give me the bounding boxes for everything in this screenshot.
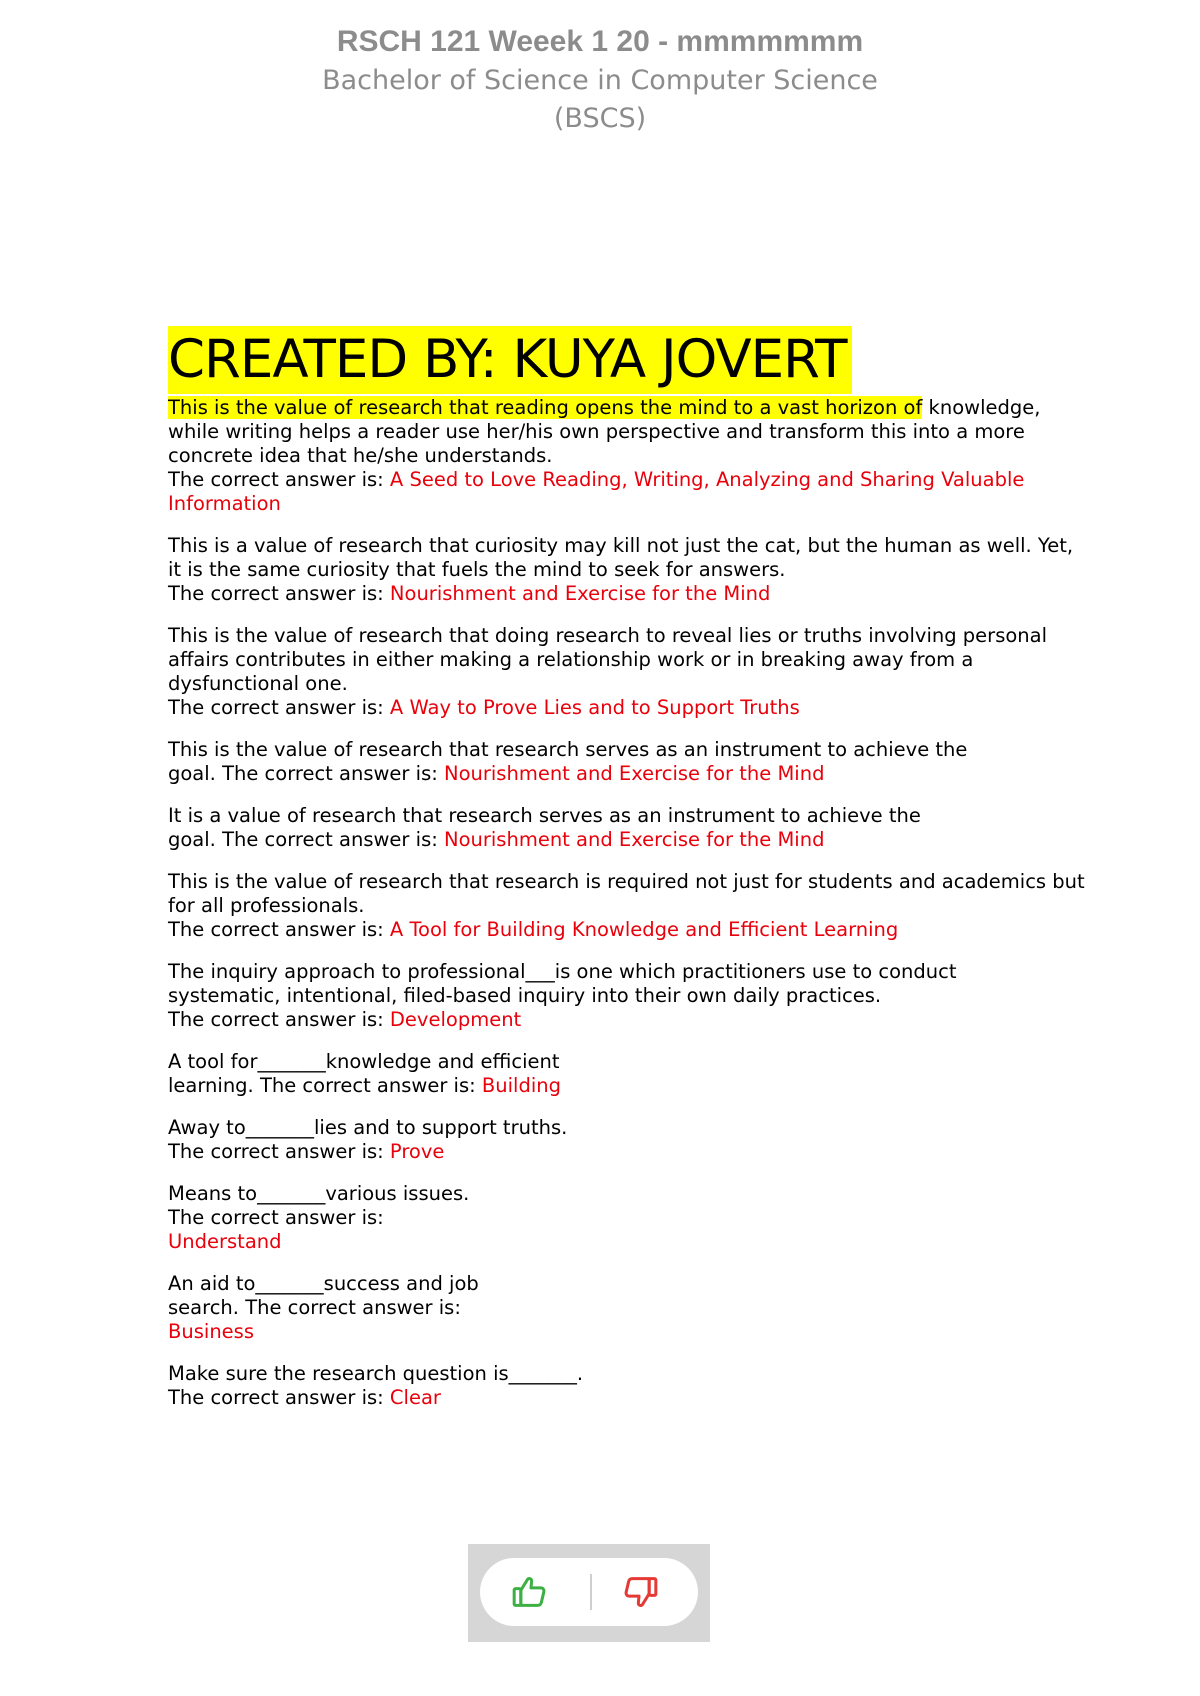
question-highlighted-text: This is the value of research that reading opens the mind to a vast horizon of: [168, 396, 923, 419]
document-content: [168, 326, 1088, 1428]
qa-item: [168, 1362, 1088, 1410]
answer-text: Clear: [389, 1386, 441, 1409]
answer-prefix: The correct answer is:: [168, 696, 390, 719]
thumbs-up-icon[interactable]: [510, 1572, 550, 1612]
feedback-widget: [468, 1544, 710, 1642]
question-text: Make sure the research question is_______.: [168, 1362, 584, 1385]
answer-prefix: The correct answer is:: [168, 468, 390, 491]
answer-text: Building: [481, 1074, 561, 1097]
answer-prefix: The correct answer is:: [222, 762, 444, 785]
question-text: It is a value of research that research serves as an instrument to achieve the goal.: [168, 804, 921, 851]
qa-item: [168, 1272, 508, 1344]
answer-text: Understand: [168, 1230, 282, 1253]
question-text: This is the value of research that research is required not just for students and academics but for all professionals.: [168, 870, 1085, 917]
document-title: RSCH 121 Weeek 1 20 - mmmmmmm: [336, 25, 864, 58]
qa-item: [168, 1050, 608, 1098]
answer-prefix: The correct answer is:: [245, 1296, 461, 1319]
feedback-pill: [480, 1558, 698, 1626]
answer-prefix: The correct answer is:: [168, 582, 390, 605]
qa-item: [168, 1116, 568, 1164]
answer-text: A Seed to Love Reading, Writing, Analyzing and Sharing Valuable Information: [168, 468, 1025, 515]
answer-prefix: The correct answer is:: [168, 918, 390, 941]
answer-text: Business: [168, 1320, 254, 1343]
qa-item: [168, 624, 1088, 720]
answer-text: Nourishment and Exercise for the Mind: [389, 582, 771, 605]
qa-item: [168, 534, 1088, 606]
question-text: This is the value of research that doing research to reveal lies or truths involving personal affairs contributes in either making a relationship work or in breaking away from a dysfunctional one.: [168, 624, 1048, 695]
qa-item: [168, 960, 968, 1032]
document-subtitle-line1: Bachelor of Science in Computer Science: [322, 65, 878, 96]
question-text: knowledge, while writing helps a reader use her/his own perspective and transform this into a more concrete idea that he/she understands.: [168, 396, 1041, 467]
question-text: Away to_______lies and to support truths.: [168, 1116, 568, 1139]
author-banner: CREATED BY: KUYA JOVERT: [168, 326, 852, 394]
answer-prefix: The correct answer is:: [168, 1140, 390, 1163]
answer-text: A Tool for Building Knowledge and Efficient Learning: [389, 918, 899, 941]
question-text: This is the value of research that research serves as an instrument to achieve the goal.: [168, 738, 968, 785]
question-text: Means to_______various issues.: [168, 1182, 470, 1205]
document-header: [0, 22, 1200, 138]
answer-prefix: The correct answer is:: [259, 1074, 482, 1097]
qa-item: [168, 396, 1088, 516]
thumbs-down-icon[interactable]: [620, 1572, 660, 1612]
qa-item: [168, 1182, 488, 1254]
question-text: The inquiry approach to professional___is one which practitioners use to conduct systematic, intentional, filed-based inquiry into their own daily practices.: [168, 960, 957, 1007]
qa-item: [168, 804, 928, 852]
answer-text: Nourishment and Exercise for the Mind: [444, 762, 825, 785]
answer-text: Development: [389, 1008, 522, 1031]
qa-item: [168, 870, 1088, 942]
answer-text: Nourishment and Exercise for the Mind: [444, 828, 825, 851]
answer-text: Prove: [389, 1140, 445, 1163]
answer-prefix: The correct answer is:: [222, 828, 444, 851]
answer-prefix: The correct answer is:: [168, 1386, 390, 1409]
question-text: This is a value of research that curiosity may kill not just the cat, but the human as well. Yet, it is the same curiosity that fuels the mind to seek for answers.: [168, 534, 1074, 581]
qa-item: [168, 738, 968, 786]
question-text: An aid to_______success and job search.: [168, 1272, 479, 1319]
answer-text: A Way to Prove Lies and to Support Truths: [389, 696, 800, 719]
document-subtitle-line2: (BSCS): [553, 103, 647, 134]
answer-prefix: The correct answer is:: [168, 1206, 384, 1229]
answer-prefix: The correct answer is:: [168, 1008, 390, 1031]
feedback-divider: [590, 1574, 592, 1610]
question-text: A tool for_______knowledge and efficient learning.: [168, 1050, 560, 1097]
